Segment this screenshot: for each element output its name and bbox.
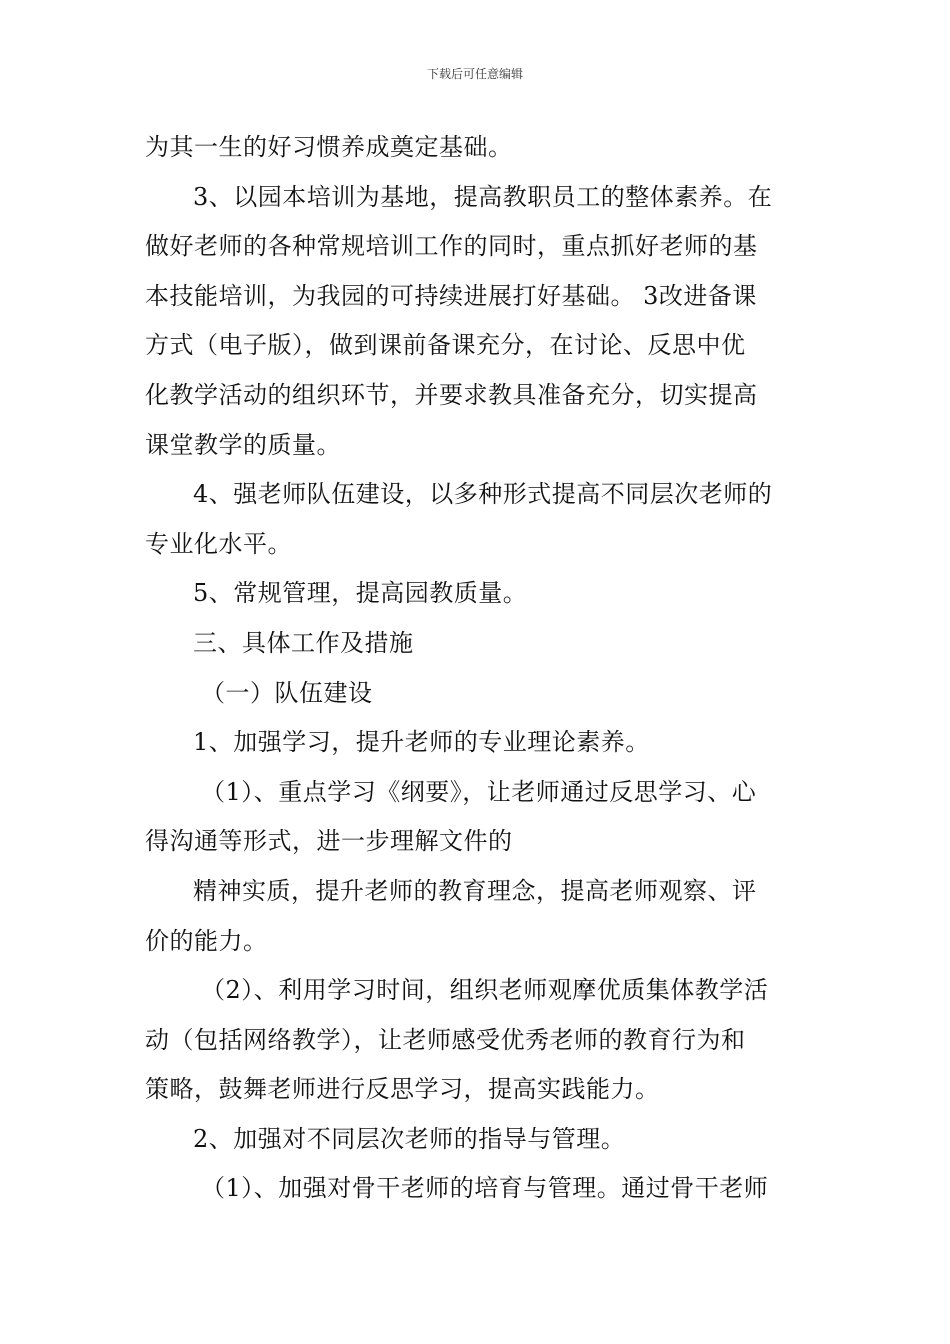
text-line: 动（包括网络教学），让老师感受优秀老师的教育行为和 — [145, 1025, 746, 1054]
text-line: 3、以园本培训为基地，提高教职员工的整体素养。在 — [193, 182, 773, 211]
text-line: 4、强老师队伍建设，以多种形式提高不同层次老师的 — [193, 480, 773, 509]
text-line: 策略，鼓舞老师进行反思学习，提高实践能力。 — [145, 1075, 660, 1104]
text-line: 精神实质，提升老师的教育理念，提高老师观察、评 — [193, 876, 757, 905]
text-line: 得沟通等形式，进一步理解文件的 — [145, 827, 513, 856]
text-line: 做好老师的各种常规培训工作的同时，重点抓好老师的基 — [145, 232, 758, 261]
subsection-heading: （一）队伍建设 — [201, 678, 373, 707]
section-heading: 三、具体工作及措施 — [193, 628, 414, 657]
text-line: （1）、重点学习《纲要》，让老师通过反思学习、心 — [201, 777, 757, 806]
text-line: （1）、加强对骨干老师的培育与管理。通过骨干老师 — [201, 1174, 769, 1203]
text-line: 价的能力。 — [145, 926, 268, 955]
text-line: 专业化水平。 — [145, 529, 292, 558]
document-body — [145, 123, 810, 1214]
text-line: 5、常规管理，提高园教质量。 — [193, 579, 528, 608]
page-header: 下载后可任意编辑 — [426, 67, 523, 81]
text-line: 为其一生的好习惯养成奠定基础。 — [145, 133, 513, 161]
text-line: 化教学活动的组织环节，并要求教具准备充分，切实提高 — [145, 380, 758, 409]
text-line: 1、加强学习，提升老师的专业理论素养。 — [193, 728, 650, 757]
text-line: 本技能培训，为我园的可持续进展打好基础。 3改进备课 — [145, 281, 757, 310]
text-line: 2、加强对不同层次老师的指导与管理。 — [193, 1124, 626, 1153]
text-line: 课堂教学的质量。 — [145, 430, 341, 459]
text-line: （2）、利用学习时间，组织老师观摩优质集体教学活 — [201, 976, 769, 1005]
text-line: 方式（电子版），做到课前备课充分，在讨论、反思中优 — [145, 331, 746, 360]
